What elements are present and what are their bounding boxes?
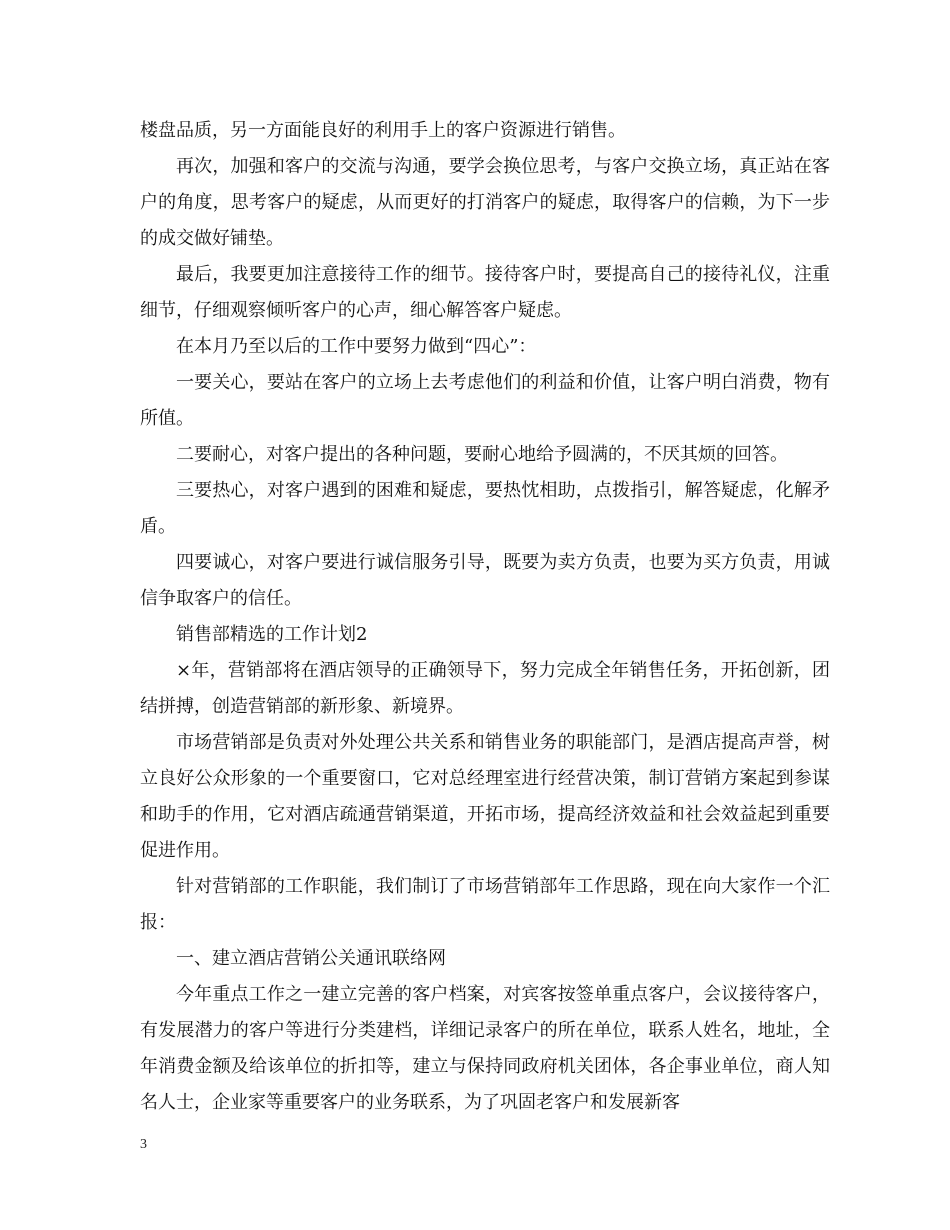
section-heading: 销售部精选的工作计划2 xyxy=(176,624,368,645)
page-number: 3 xyxy=(140,1137,147,1152)
paragraph: 针对营销部的工作职能，我们制订了市场营销部年工作思路，现在向大家作一个汇报： xyxy=(140,876,830,933)
document-body xyxy=(140,113,830,1121)
paragraph: 最后，我要更加注意接待工作的细节。接待客户时，要提高自己的接待礼仪，注重细节，仔细观察倾听客户的心声，细心解答客户疑虑。 xyxy=(140,264,830,321)
paragraph: 一要关心，要站在客户的立场上去考虑他们的利益和价值，让客户明白消费，物有所值。 xyxy=(140,372,830,429)
paragraph: 再次，加强和客户的交流与沟通，要学会换位思考，与客户交换立场，真正站在客户的角度，思考客户的疑虑，从而更好的打消客户的疑虑，取得客户的信赖，为下一步的成交做好铺垫。 xyxy=(140,156,830,249)
paragraph: ×年，营销部将在酒店领导的正确领导下，努力完成全年销售任务，开拓创新，团结拼搏，创造营销部的新形象、新境界。 xyxy=(140,660,830,717)
subsection-heading: 一、建立酒店营销公关通讯联络网 xyxy=(176,948,446,969)
paragraph: 二要耐心，对客户提出的各种问题，要耐心地给予圆满的，不厌其烦的回答。 xyxy=(176,444,788,465)
paragraph: 三要热心，对客户遇到的困难和疑虑，要热忱相助，点拨指引，解答疑虑，化解矛盾。 xyxy=(140,480,830,537)
paragraph: 市场营销部是负责对外处理公共关系和销售业务的职能部门，是酒店提高声誉，树立良好公众形象的一个重要窗口，它对总经理室进行经营决策，制订营销方案起到参谋和助手的作用，它对酒店疏通营销渠道，开拓市场，提高经济效益和社会效益起到重要促进作用。 xyxy=(140,732,830,861)
paragraph: 四要诚心，对客户要进行诚信服务引导，既要为卖方负责，也要为买方负责，用诚信争取客户的信任。 xyxy=(140,552,830,609)
paragraph: 今年重点工作之一建立完善的客户档案，对宾客按签单重点客户，会议接待客户，有发展潜力的客户等进行分类建档，详细记录客户的所在单位，联系人姓名，地址，全年消费金额及给该单位的折扣等，建立与保持同政府机关团体，各企事业单位，商人知名人士，企业家等重要客户的业务联系，为了巩固老客户和发展新客 xyxy=(140,984,830,1113)
paragraph: 楼盘品质，另一方面能良好的利用手上的客户资源进行销售。 xyxy=(140,120,626,141)
paragraph: 在本月乃至以后的工作中要努力做到“四心”： xyxy=(176,336,537,357)
